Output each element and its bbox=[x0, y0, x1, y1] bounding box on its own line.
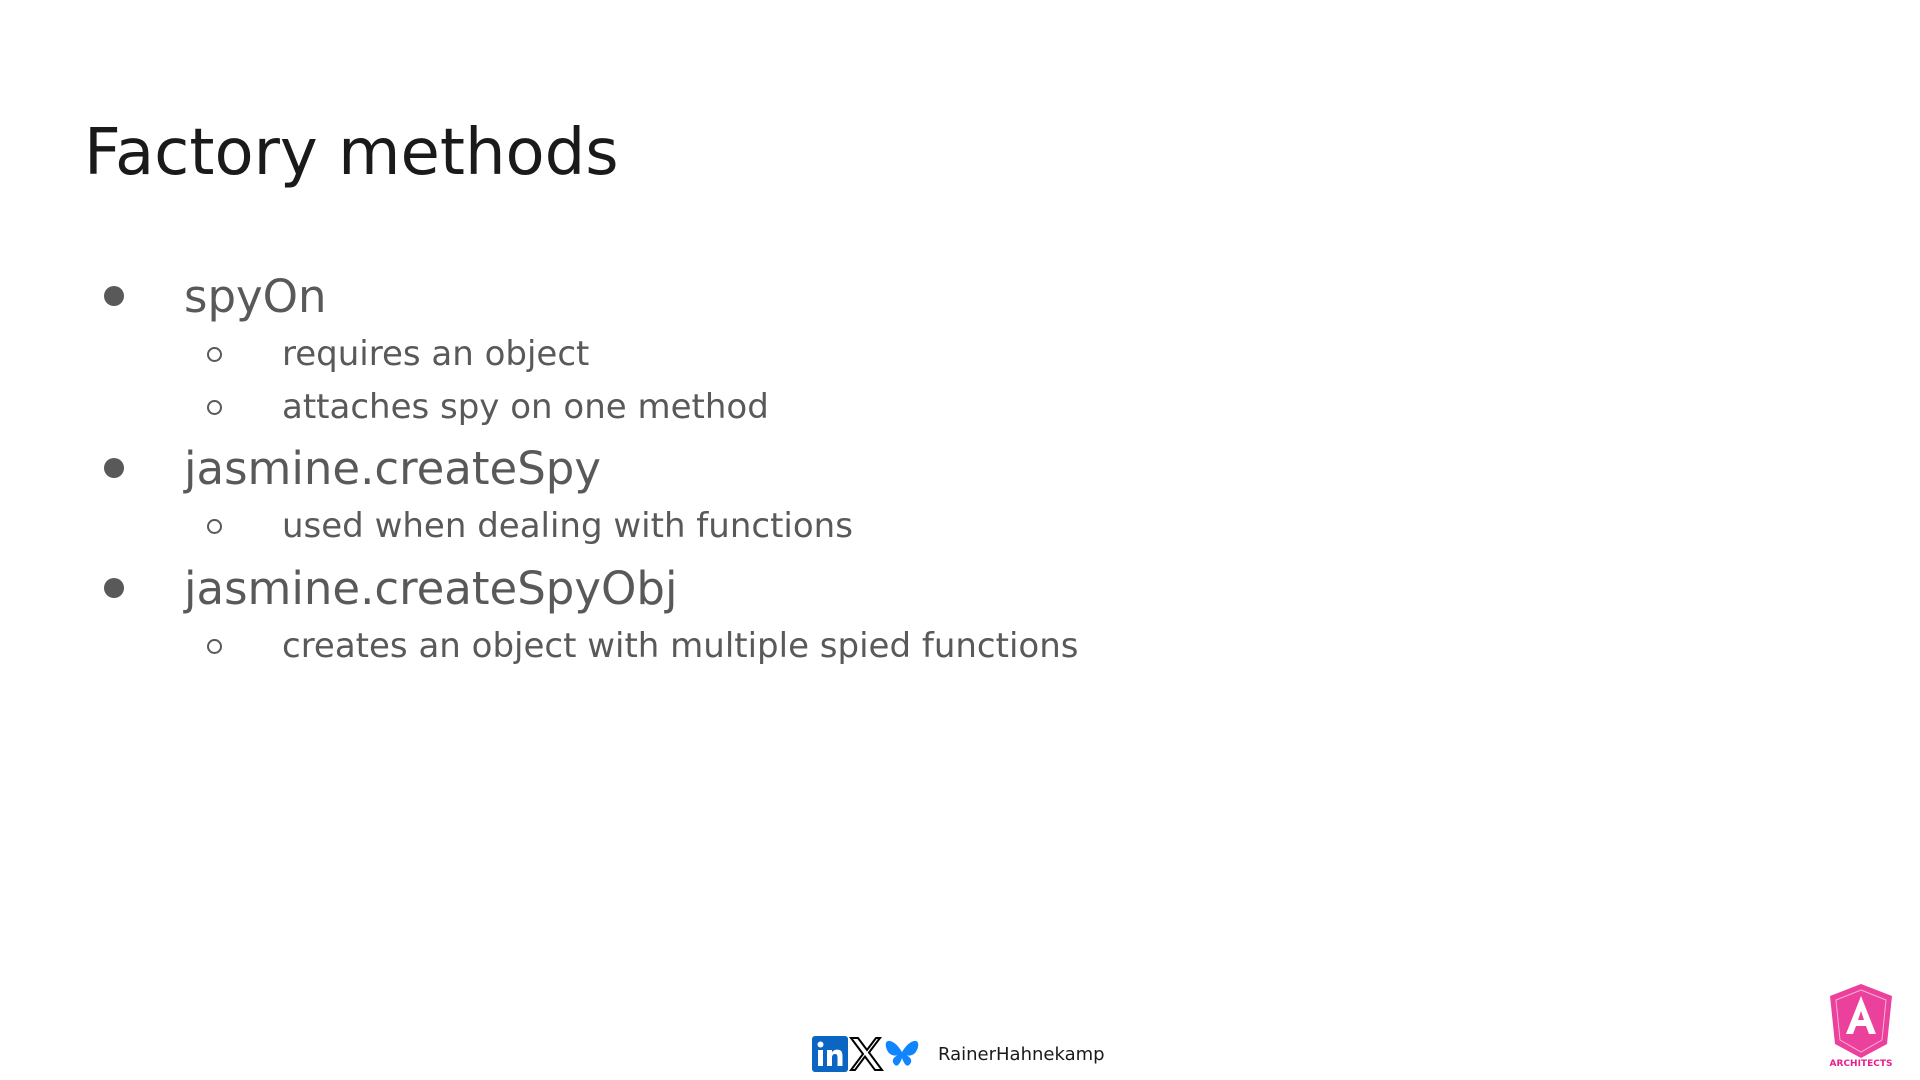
bullet-item bbox=[104, 440, 601, 496]
bullet-text: jasmine.createSpy bbox=[184, 441, 601, 495]
x-icon[interactable] bbox=[848, 1036, 884, 1072]
logo-text: ARCHITECTS bbox=[1829, 1059, 1893, 1069]
sub-bullet-text: attaches spy on one method bbox=[282, 387, 769, 427]
sub-bullet-text: creates an object with multiple spied functions bbox=[282, 626, 1079, 666]
sub-bullet-item bbox=[207, 383, 769, 431]
bullet-item bbox=[104, 268, 327, 324]
angular-architects-logo bbox=[1826, 982, 1896, 1072]
sub-bullet-text: requires an object bbox=[282, 334, 590, 374]
author-handle: RainerHahnekamp bbox=[938, 1043, 1105, 1065]
hollow-bullet-icon bbox=[207, 639, 222, 654]
bullet-text: jasmine.createSpyObj bbox=[184, 561, 678, 615]
linkedin-icon[interactable] bbox=[812, 1036, 848, 1072]
bullet-dot-icon bbox=[104, 458, 124, 478]
hollow-bullet-icon bbox=[207, 347, 222, 362]
social-footer bbox=[812, 1034, 1105, 1074]
sub-bullet-item bbox=[207, 330, 589, 378]
bullet-item bbox=[104, 560, 677, 616]
sub-bullet-text: used when dealing with functions bbox=[282, 506, 853, 546]
hollow-bullet-icon bbox=[207, 400, 222, 415]
bluesky-icon[interactable] bbox=[884, 1036, 920, 1072]
hollow-bullet-icon bbox=[207, 519, 222, 534]
sub-bullet-item bbox=[207, 622, 1078, 670]
bullet-dot-icon bbox=[104, 286, 124, 306]
slide-title: Factory methods bbox=[84, 116, 619, 190]
sub-bullet-item bbox=[207, 502, 853, 550]
bullet-dot-icon bbox=[104, 578, 124, 598]
bullet-text: spyOn bbox=[184, 269, 327, 323]
